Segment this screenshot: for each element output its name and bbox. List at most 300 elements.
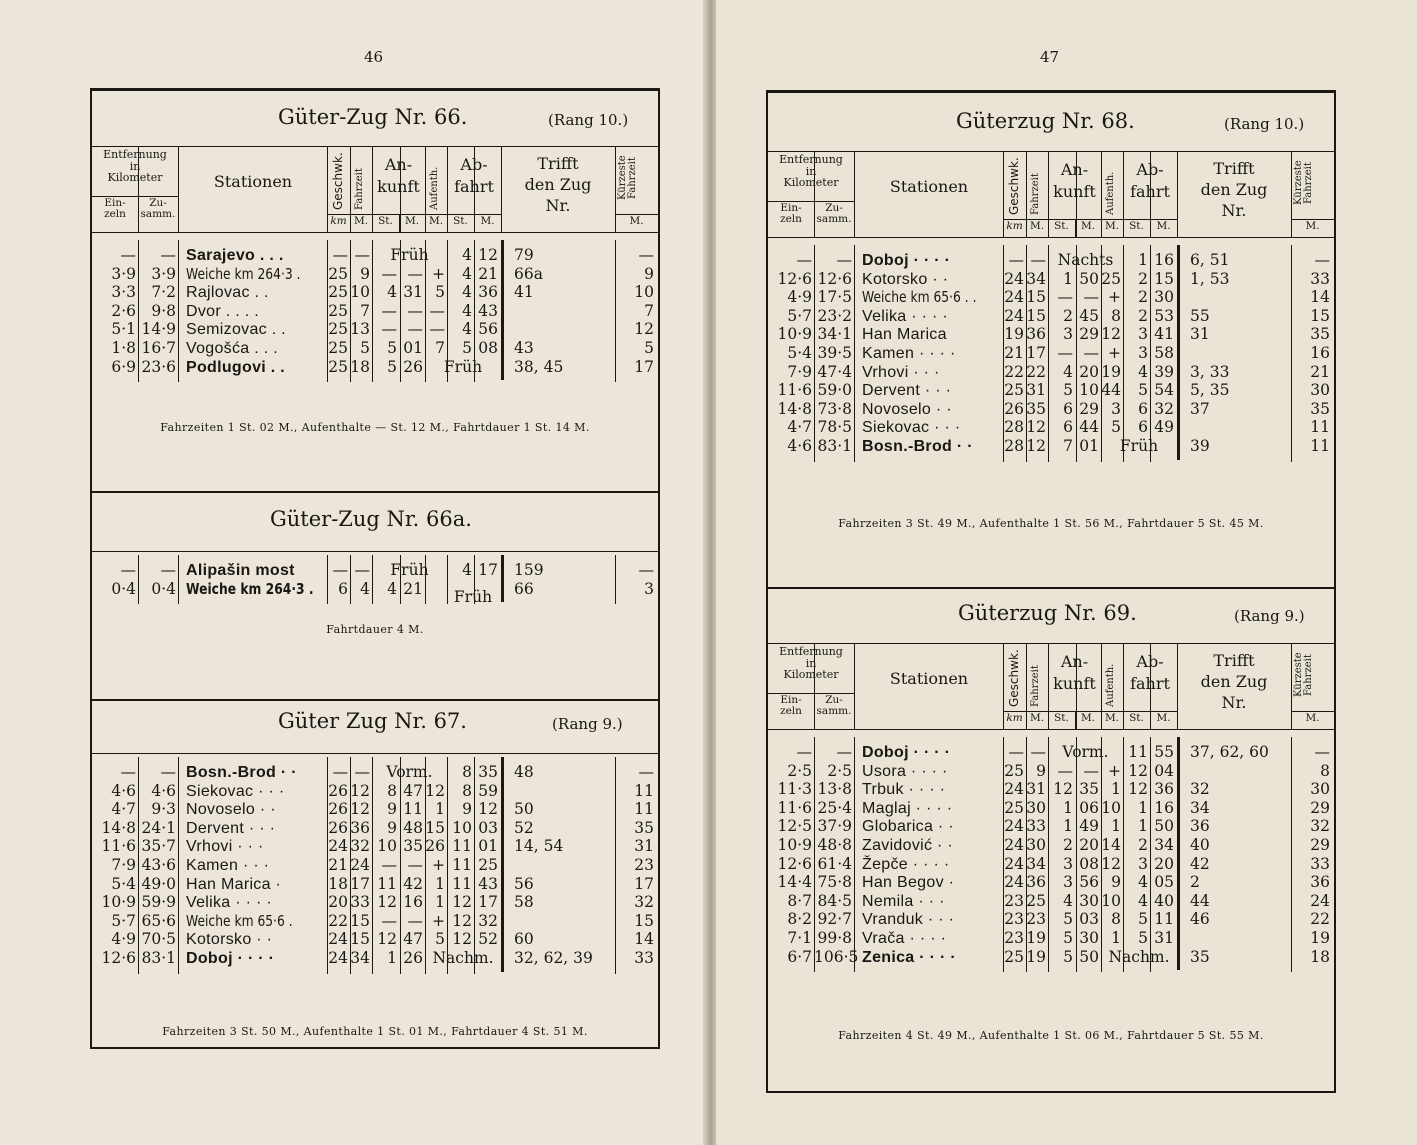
abfahrt-hour: 2 bbox=[1138, 306, 1148, 325]
distance-zusamm: 2·5 bbox=[827, 761, 852, 780]
geschwk-value: 24 bbox=[328, 930, 348, 949]
distance-einzeln: 12·6 bbox=[777, 854, 812, 873]
ankunft-hour: 5 bbox=[387, 339, 397, 357]
distance-zusamm: 61·4 bbox=[817, 854, 852, 873]
column-divider bbox=[425, 240, 426, 382]
distance-zusamm: 47·4 bbox=[817, 362, 852, 381]
aufenth-value: 19 bbox=[1101, 362, 1121, 381]
abfahrt-hour: 5 bbox=[1138, 381, 1148, 400]
distance-einzeln: — bbox=[120, 246, 136, 264]
station-name bbox=[854, 288, 1004, 307]
abfahrt-minute: 36 bbox=[1154, 780, 1174, 799]
abfahrt-hour: 4 bbox=[462, 320, 472, 339]
distance-zusamm: 23·6 bbox=[141, 357, 176, 376]
table-row bbox=[768, 799, 1334, 818]
abfahrt-hour: 1 bbox=[1138, 251, 1148, 269]
abfahrt-header: Ab- fahrt bbox=[454, 155, 494, 196]
ankunft-header: An- kunft bbox=[377, 155, 420, 196]
aufenth-m-unit: M. bbox=[1104, 712, 1120, 724]
abfahrt-minute: 08 bbox=[478, 339, 498, 357]
ankunft-hour: — bbox=[381, 301, 397, 320]
ankunft-header: An- kunft bbox=[1053, 160, 1096, 201]
zusamm-header: Zu- samm. bbox=[816, 202, 852, 226]
abfahrt-hour: 2 bbox=[1138, 288, 1148, 307]
fahrzeit-m-unit: M. bbox=[1029, 712, 1045, 724]
table-row bbox=[92, 837, 658, 856]
ankunft-sub-divider bbox=[1075, 711, 1076, 729]
geschwk-value: 25 bbox=[328, 301, 348, 320]
distance-header: Entfernung in Kilometer bbox=[103, 148, 167, 185]
ankunft-minute: 47 bbox=[403, 930, 423, 949]
kuerzeste-value: 21 bbox=[1310, 362, 1330, 381]
abfahrt-minute: 34 bbox=[1154, 836, 1174, 854]
table-row bbox=[92, 302, 658, 321]
column-divider bbox=[178, 555, 179, 604]
distance-zusamm: 23·2 bbox=[817, 306, 852, 325]
distance-einzeln: 10·9 bbox=[777, 325, 812, 344]
abfahrt-minute: 15 bbox=[1154, 269, 1174, 288]
table-row bbox=[92, 800, 658, 819]
aufenth-value: + bbox=[432, 264, 445, 283]
abfahrt-header: Ab- fahrt bbox=[1130, 160, 1170, 201]
kuerzeste-value: — bbox=[638, 763, 654, 781]
ankunft-minute: 56 bbox=[1079, 873, 1099, 892]
distance-einzeln: 7·9 bbox=[787, 362, 812, 381]
abfahrt-minute: 16 bbox=[1154, 798, 1174, 817]
connecting-trains: 66 bbox=[514, 579, 534, 598]
table-row bbox=[768, 418, 1334, 437]
distance-zusamm: 12·6 bbox=[817, 269, 852, 288]
column-divider bbox=[327, 757, 328, 974]
distance-zusamm: 24·1 bbox=[141, 818, 176, 837]
geschwk-value: 28 bbox=[1004, 418, 1024, 437]
km-unit: km bbox=[330, 215, 347, 227]
ankunft-st-unit: St. bbox=[378, 215, 393, 227]
distance-einzeln: 11·6 bbox=[777, 798, 812, 817]
kuerzeste-value: 14 bbox=[634, 930, 654, 949]
ankunft-minute: 35 bbox=[403, 837, 423, 856]
table-row bbox=[768, 400, 1334, 419]
abfahrt-st-unit: St. bbox=[453, 215, 468, 227]
ankunft-hour: 1 bbox=[1063, 798, 1073, 817]
connecting-trains: 37, 62, 60 bbox=[1190, 743, 1269, 761]
abfahrt-minute: 41 bbox=[1154, 325, 1174, 344]
distance-zusamm: 106·5 bbox=[814, 947, 859, 966]
table-row bbox=[768, 270, 1334, 289]
fahrzeit-value: 34 bbox=[350, 949, 370, 967]
aufenth-value: 8 bbox=[1111, 306, 1121, 325]
station-name bbox=[854, 307, 1004, 327]
fahrzeit-value: 19 bbox=[1026, 929, 1046, 947]
distance-einzeln: 1·8 bbox=[111, 339, 136, 357]
station-label: Trbuk · · · · bbox=[862, 781, 946, 799]
fahrzeit-value: — bbox=[354, 763, 370, 781]
table-row bbox=[768, 344, 1334, 363]
geschwk-value: 25 bbox=[328, 283, 348, 302]
kuerzeste-value: 17 bbox=[634, 874, 654, 893]
station-name bbox=[178, 320, 328, 340]
aufenth-value: 5 bbox=[1111, 418, 1121, 437]
connecting-trains: 32 bbox=[1190, 780, 1210, 799]
train-rang: (Rang 9.) bbox=[1234, 607, 1305, 625]
column-divider bbox=[400, 757, 401, 974]
connecting-trains: 32, 62, 39 bbox=[514, 949, 593, 967]
distance-zusamm: 17·5 bbox=[817, 288, 852, 307]
distance-zusamm: 9·3 bbox=[151, 800, 176, 819]
kuerzeste-value: 11 bbox=[634, 781, 654, 800]
fahrzeit-value: — bbox=[1030, 251, 1046, 269]
train-rang: (Rang 10.) bbox=[548, 111, 629, 129]
aufenth-value: 12 bbox=[425, 781, 445, 800]
ankunft-minute: 30 bbox=[1079, 929, 1099, 947]
fahrzeit-value: 24 bbox=[350, 856, 370, 874]
geschwk-value: 25 bbox=[328, 264, 348, 283]
fahrzeit-value: 33 bbox=[350, 893, 370, 912]
column-divider bbox=[138, 757, 139, 974]
train-title: Güter-Zug Nr. 66. bbox=[278, 105, 468, 129]
station-label: Dervent · · · bbox=[862, 382, 952, 400]
station-label: Sarajevo . . . bbox=[186, 247, 284, 264]
column-divider bbox=[1101, 737, 1102, 972]
station-label: Vogošća . . . bbox=[186, 340, 278, 357]
abfahrt-minute: 36 bbox=[478, 283, 498, 302]
abfahrt-minute: 53 bbox=[1154, 306, 1174, 325]
station-name bbox=[854, 344, 1004, 364]
kuerzeste-value: — bbox=[1314, 743, 1330, 761]
distance-zusamm: 43·6 bbox=[141, 856, 176, 874]
ankunft-minute: — bbox=[407, 856, 423, 874]
connecting-trains: 2 bbox=[1190, 873, 1200, 892]
abfahrt-st-unit: St. bbox=[1129, 220, 1144, 232]
abfahrt-minute: 49 bbox=[1154, 418, 1174, 437]
title-rule bbox=[92, 753, 658, 754]
geschwk-value: 22 bbox=[328, 911, 348, 930]
abfahrt-minute: 03 bbox=[478, 818, 498, 837]
fahrzeit-value: 7 bbox=[360, 301, 370, 320]
abfahrt-hour: 11 bbox=[452, 837, 472, 856]
station-name bbox=[854, 910, 1004, 930]
ankunft-minute: 29 bbox=[1079, 399, 1099, 418]
distance-zusamm: 3·9 bbox=[151, 264, 176, 283]
station-name bbox=[854, 418, 1004, 438]
station-name bbox=[854, 948, 1004, 968]
geschwk-value: 18 bbox=[328, 874, 348, 893]
kuerzeste-value: 32 bbox=[1310, 817, 1330, 836]
abfahrt-hour: 12 bbox=[452, 930, 472, 949]
column-divider bbox=[1076, 245, 1077, 462]
distance-einzeln: 4·7 bbox=[787, 418, 812, 437]
geschwk-value: 24 bbox=[1004, 854, 1024, 873]
distance-einzeln: 5·7 bbox=[111, 911, 136, 930]
station-label: Usora · · · · bbox=[862, 762, 948, 780]
aufenth-value: 1 bbox=[1111, 929, 1121, 947]
ankunft-hour: 6 bbox=[1063, 418, 1073, 437]
aufenth-value: + bbox=[432, 856, 445, 874]
aufenth-value: 9 bbox=[1111, 873, 1121, 892]
station-name bbox=[854, 270, 1004, 290]
column-divider bbox=[447, 555, 448, 604]
table-row bbox=[768, 780, 1334, 799]
train-footer: Fahrtdauer 4 M. bbox=[326, 623, 424, 636]
distance-einzeln: 5·4 bbox=[787, 344, 812, 362]
geschwk-header: Geschwk. bbox=[1007, 649, 1021, 707]
kuerzeste-value: 7 bbox=[644, 301, 654, 320]
station-label: Han Marica · bbox=[186, 875, 282, 893]
column-divider bbox=[178, 757, 179, 974]
aufenth-value: 10 bbox=[1101, 891, 1121, 910]
fahrzeit-value: 30 bbox=[1026, 798, 1046, 817]
fahrzeit-value: 34 bbox=[1026, 854, 1046, 873]
ankunft-minute: — bbox=[1083, 344, 1099, 362]
fahrzeit-value: 17 bbox=[350, 874, 370, 893]
geschwk-value: 21 bbox=[328, 856, 348, 874]
kuerzeste-header: Kürzeste Fahrzeit bbox=[1293, 652, 1314, 698]
ankunft-sub-divider bbox=[399, 214, 400, 232]
aufenth-value: — bbox=[429, 301, 445, 320]
kuerzeste-m-unit: M. bbox=[629, 215, 644, 227]
kuerzeste-value: 35 bbox=[1310, 325, 1330, 344]
distance-zusamm: 9·8 bbox=[151, 301, 176, 320]
table-row bbox=[92, 949, 658, 968]
geschwk-value: 25 bbox=[328, 339, 348, 357]
ankunft-header: An- kunft bbox=[1053, 652, 1096, 693]
distance-einzeln: 5·4 bbox=[111, 874, 136, 893]
ankunft-minute: 16 bbox=[403, 893, 423, 912]
station-label: Siekovac · · · bbox=[862, 419, 961, 437]
distance-einzeln: 4·7 bbox=[111, 800, 136, 819]
ankunft-hour: — bbox=[1057, 344, 1073, 362]
aufenth-value: 1 bbox=[435, 800, 445, 819]
column-divider bbox=[854, 245, 855, 462]
distance-zusamm: 16·7 bbox=[141, 339, 176, 357]
distance-einzeln: 2·5 bbox=[787, 761, 812, 780]
aufenth-value: 25 bbox=[1101, 269, 1121, 288]
kuerzeste-value: 16 bbox=[1310, 344, 1330, 362]
connecting-trains: 50 bbox=[514, 800, 534, 819]
connecting-trains: 35 bbox=[1190, 947, 1210, 966]
column-divider bbox=[1076, 737, 1077, 972]
kuerzeste-value: 29 bbox=[1310, 836, 1330, 854]
aufenth-value: Nachm. bbox=[1108, 947, 1170, 966]
connecting-trains: 36 bbox=[1190, 817, 1210, 836]
table-row bbox=[92, 339, 658, 358]
ankunft-hour: 5 bbox=[1063, 381, 1073, 400]
station-label: Kotorsko · · bbox=[186, 931, 273, 949]
table-row bbox=[768, 762, 1334, 781]
station-label: Weiche km 264·3 . bbox=[186, 579, 314, 598]
kuerzeste-value: 8 bbox=[1320, 761, 1330, 780]
station-label: Nemila · · · bbox=[862, 892, 945, 910]
station-name bbox=[178, 819, 328, 839]
ankunft-hour: 3 bbox=[1063, 325, 1073, 344]
abfahrt-hour: 11 bbox=[452, 874, 472, 893]
connecting-trains: 52 bbox=[514, 818, 534, 837]
fahrzeit-header: Fahrzeit bbox=[1030, 665, 1041, 707]
fahrzeit-value: — bbox=[354, 246, 370, 264]
distance-zusamm: 37·9 bbox=[817, 817, 852, 836]
aufenth-value: + bbox=[1108, 761, 1121, 780]
station-name bbox=[178, 930, 328, 950]
connecting-trains: 56 bbox=[514, 874, 534, 893]
ankunft-hour: 10 bbox=[377, 837, 397, 856]
distance-zusamm: 84·5 bbox=[817, 891, 852, 910]
abfahrt-hour: 2 bbox=[1138, 836, 1148, 854]
abfahrt-minute: 56 bbox=[478, 320, 498, 339]
aufenth-value: Früh bbox=[1119, 437, 1159, 455]
table-row bbox=[768, 437, 1334, 456]
abfahrt-hour: 4 bbox=[462, 561, 472, 579]
abfahrt-hour: 3 bbox=[1138, 854, 1148, 873]
ankunft-st-unit: St. bbox=[1054, 220, 1069, 232]
aufenth-value: 26 bbox=[425, 837, 445, 856]
station-name bbox=[178, 912, 328, 931]
abfahrt-hour: 9 bbox=[462, 800, 472, 819]
ankunft-minute: 30 bbox=[1079, 891, 1099, 910]
abfahrt-trifft-divider bbox=[1177, 245, 1180, 460]
geschwk-value: 23 bbox=[1004, 891, 1024, 910]
distance-zusamm: 65·6 bbox=[141, 911, 176, 930]
abfahrt-hour: 4 bbox=[1138, 891, 1148, 910]
ankunft-minute: — bbox=[1083, 288, 1099, 307]
distance-zusamm: 49·0 bbox=[141, 874, 176, 893]
station-label: Zavidović · · bbox=[862, 837, 954, 854]
station-name bbox=[178, 875, 328, 895]
aufenth-value: — bbox=[429, 320, 445, 339]
ankunft-hour: — bbox=[381, 856, 397, 874]
abfahrt-minute: 12 bbox=[478, 800, 498, 819]
station-name bbox=[854, 892, 1004, 912]
abfahrt-hour: 6 bbox=[1138, 418, 1148, 437]
station-name bbox=[854, 780, 1004, 800]
column-divider bbox=[474, 757, 475, 974]
distance-zusamm: 35·7 bbox=[141, 837, 176, 856]
aufenth-value: 44 bbox=[1101, 381, 1121, 400]
kuerzeste-value: — bbox=[638, 561, 654, 579]
train-footer: Fahrzeiten 4 St. 49 M., Aufenthalte 1 St. 06 M., Fahrtdauer 5 St. 55 M. bbox=[838, 1029, 1264, 1042]
kuerzeste-value: 30 bbox=[1310, 381, 1330, 400]
table-row bbox=[768, 855, 1334, 874]
ankunft-minute: 06 bbox=[1079, 798, 1099, 817]
connecting-trains: 6, 51 bbox=[1190, 251, 1230, 269]
kuerzeste-m-unit: M. bbox=[1305, 712, 1320, 724]
station-name bbox=[178, 561, 328, 581]
abfahrt-hour: 12 bbox=[1128, 761, 1148, 780]
abfahrt-minute: 43 bbox=[478, 874, 498, 893]
station-label: Bosn.-Brod · · bbox=[186, 764, 297, 781]
table-row bbox=[92, 283, 658, 302]
fahrzeit-value: 32 bbox=[350, 837, 370, 856]
column-divider bbox=[372, 240, 373, 382]
fahrzeit-value: 12 bbox=[1026, 418, 1046, 437]
distance-einzeln: 3·9 bbox=[111, 264, 136, 283]
abfahrt-hour: 8 bbox=[462, 781, 472, 800]
geschwk-value: 25 bbox=[1004, 761, 1024, 780]
geschwk-value: 22 bbox=[1004, 362, 1024, 381]
geschwk-value: 19 bbox=[1004, 325, 1024, 344]
abfahrt-minute: 32 bbox=[1154, 399, 1174, 418]
column-divider bbox=[1291, 245, 1292, 462]
station-label: Velika · · · · bbox=[862, 307, 948, 325]
station-label: Kamen · · · bbox=[186, 857, 270, 874]
kuerzeste-value: 31 bbox=[634, 837, 654, 856]
column-divider bbox=[1123, 245, 1124, 462]
station-label: Siekovac · · · bbox=[186, 782, 285, 800]
train-title: Güterzug Nr. 68. bbox=[956, 109, 1135, 133]
station-name bbox=[178, 782, 328, 802]
station-name bbox=[854, 437, 1004, 457]
table-row bbox=[768, 381, 1334, 400]
ankunft-minute: 26 bbox=[403, 949, 423, 967]
abfahrt-hour: 5 bbox=[462, 339, 472, 357]
column-divider bbox=[1123, 737, 1124, 972]
fahrzeit-value: 5 bbox=[360, 339, 370, 357]
station-name bbox=[854, 381, 1004, 401]
column-divider bbox=[1026, 737, 1027, 972]
ankunft-minute: 21 bbox=[403, 579, 423, 598]
abfahrt-st-unit: St. bbox=[1129, 712, 1144, 724]
fahrzeit-value: 36 bbox=[1026, 873, 1046, 892]
table-row bbox=[768, 743, 1334, 762]
table-row bbox=[92, 358, 658, 377]
station-name bbox=[178, 358, 328, 378]
kuerzeste-value: 15 bbox=[1310, 306, 1330, 325]
station-label: Vrhovi · · · bbox=[186, 838, 264, 856]
train-69-section bbox=[768, 587, 1334, 1091]
fahrzeit-value: 25 bbox=[1026, 891, 1046, 910]
ankunft-hour: 12 bbox=[1053, 780, 1073, 799]
distance-einzeln: 8·7 bbox=[787, 891, 812, 910]
distance-einzeln: — bbox=[796, 251, 812, 269]
column-divider bbox=[327, 555, 328, 604]
column-divider bbox=[372, 757, 373, 974]
header-bottom-rule bbox=[768, 237, 1334, 238]
ankunft-hour: Nachts bbox=[1057, 251, 1114, 269]
connecting-trains: 14, 54 bbox=[514, 837, 564, 856]
kuerzeste-value: — bbox=[638, 246, 654, 264]
distance-einzeln: 4·9 bbox=[787, 288, 812, 307]
column-divider bbox=[350, 240, 351, 382]
fahrzeit-header: Fahrzeit bbox=[1030, 173, 1041, 215]
distance-sub-divider bbox=[814, 201, 815, 237]
station-name bbox=[854, 743, 1004, 763]
connecting-trains: 34 bbox=[1190, 798, 1210, 817]
fahrzeit-value: 31 bbox=[1026, 780, 1046, 799]
geschwk-value: — bbox=[332, 246, 348, 264]
ankunft-minute: 20 bbox=[1079, 362, 1099, 381]
column-divider bbox=[327, 240, 328, 382]
geschwk-header: Geschwk. bbox=[331, 152, 345, 210]
kuerzeste-value: 14 bbox=[1310, 288, 1330, 307]
distance-einzeln: — bbox=[796, 743, 812, 761]
kuerzeste-value: 32 bbox=[634, 893, 654, 912]
connecting-trains: 55 bbox=[1190, 306, 1210, 325]
train-footer: Fahrzeiten 3 St. 50 M., Aufenthalte 1 St. 01 M., Fahrtdauer 4 St. 51 M. bbox=[162, 1025, 588, 1038]
table-row bbox=[92, 320, 658, 339]
station-label: Dervent · · · bbox=[186, 819, 276, 837]
abfahrt-hour: 11 bbox=[1128, 743, 1148, 761]
abfahrt-m-unit: M. bbox=[1156, 220, 1171, 232]
connecting-trains: 39 bbox=[1190, 437, 1210, 455]
distance-zusamm: 75·8 bbox=[817, 873, 852, 892]
station-label: Kamen · · · · bbox=[862, 345, 956, 362]
geschwk-value: 24 bbox=[1004, 836, 1024, 854]
abfahrt-minute: 04 bbox=[1154, 761, 1174, 780]
aufenth-value: Nachm. bbox=[432, 949, 494, 967]
header-bottom-rule bbox=[768, 729, 1334, 730]
abfahrt-sub-divider bbox=[474, 214, 475, 232]
column-divider bbox=[615, 757, 616, 974]
distance-einzeln: 14·4 bbox=[777, 873, 812, 892]
